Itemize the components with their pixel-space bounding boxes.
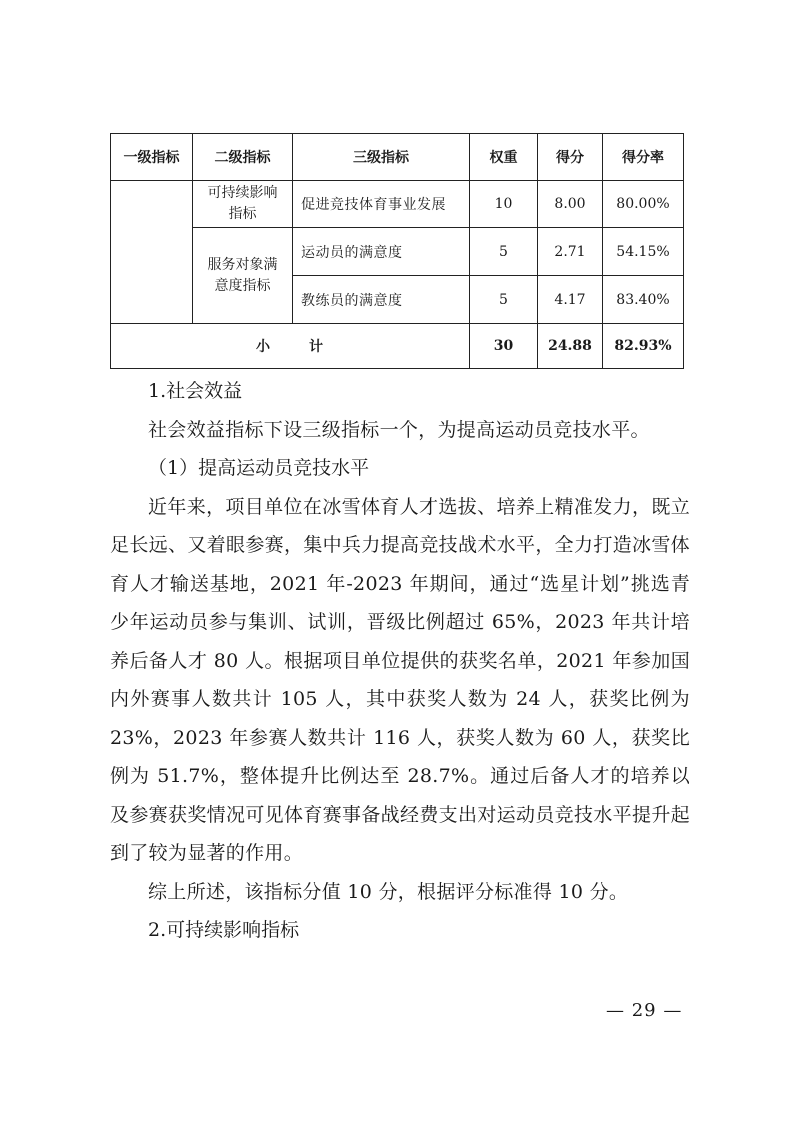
table-row bbox=[111, 181, 684, 228]
level3-cell: 教练员的满意度 bbox=[293, 276, 470, 324]
subtotal-row bbox=[111, 324, 684, 369]
item1-body: 近年来，项目单位在冰雪体育人才选拔、培养上精准发力，既立足长远、又着眼参赛，集中兵力提高竞技战术水平，全力打造冰雪体育人才输送基地，2021 年-2023 年期间，通过“选星计划”挑选青少年运动员参与集训、试训，晋级比例超过 65%，2023 年共计培养后备人才 80 人。根据项目单位提供的获奖名单，2021 年参加国内外赛事人数共计 105 人，其中获奖人数为 24 人，获奖比例为 23%，2023 年参赛人数共计 116 人，获奖人数为 60 人，获奖比例为 51.7%，整体提升比例达至 28.7%。通过后备人才的培养以及参赛获奖情况可见体育赛事备战经费支出对运动员竞技水平提升起到了较为显著的作用。 bbox=[110, 495, 690, 864]
level1-cell bbox=[111, 181, 193, 324]
header-weight: 权重 bbox=[470, 134, 538, 181]
weight-cell: 5 bbox=[470, 276, 538, 324]
level2-cell bbox=[193, 181, 293, 228]
subtotal-label-a: 小 bbox=[256, 339, 271, 355]
header-level2: 二级指标 bbox=[193, 134, 293, 181]
section1-intro: 社会效益指标下设三级指标一个，为提高运动员竞技水平。 bbox=[148, 418, 650, 441]
subtotal-label-cell bbox=[111, 324, 470, 369]
subtotal-weight: 30 bbox=[470, 324, 538, 369]
level2-label-line: 服务对象满 bbox=[207, 256, 278, 273]
header-level1: 一级指标 bbox=[111, 134, 193, 181]
level2-label-line: 可持续影响 bbox=[207, 185, 278, 201]
conclusion-paragraph: 综上所述，该指标分值 10 分，根据评分标准得 10 分。 bbox=[148, 880, 629, 903]
rate-cell: 80.00% bbox=[603, 181, 684, 228]
score-cell: 8.00 bbox=[538, 181, 603, 228]
level2-label-line: 指标 bbox=[228, 206, 257, 222]
subtotal-label-b: 计 bbox=[309, 339, 324, 355]
subtotal-score: 24.88 bbox=[538, 324, 603, 369]
level3-cell: 运动员的满意度 bbox=[293, 228, 470, 276]
header-level3: 三级指标 bbox=[293, 134, 470, 181]
indicator-score-table bbox=[110, 133, 684, 369]
page-number: — 29 — bbox=[606, 1000, 683, 1021]
item1-title: （1）提高运动员竞技水平 bbox=[148, 457, 370, 479]
rate-cell: 83.40% bbox=[603, 276, 684, 324]
subtotal-rate: 82.93% bbox=[603, 324, 684, 369]
weight-cell: 5 bbox=[470, 228, 538, 276]
score-cell: 2.71 bbox=[538, 228, 603, 276]
document-body bbox=[110, 372, 690, 950]
section1-title: 1.社会效益 bbox=[148, 380, 243, 402]
weight-cell: 10 bbox=[470, 181, 538, 228]
header-score: 得分 bbox=[538, 134, 603, 181]
level3-cell: 促进竞技体育事业发展 bbox=[293, 181, 470, 228]
level2-cell bbox=[193, 228, 293, 324]
level2-label-line: 意度指标 bbox=[214, 277, 271, 294]
table-header-row bbox=[111, 134, 684, 181]
score-cell: 4.17 bbox=[538, 276, 603, 324]
rate-cell: 54.15% bbox=[603, 228, 684, 276]
header-rate: 得分率 bbox=[603, 134, 684, 181]
table-row bbox=[111, 228, 684, 276]
section2-title: 2.可持续影响指标 bbox=[148, 919, 300, 941]
